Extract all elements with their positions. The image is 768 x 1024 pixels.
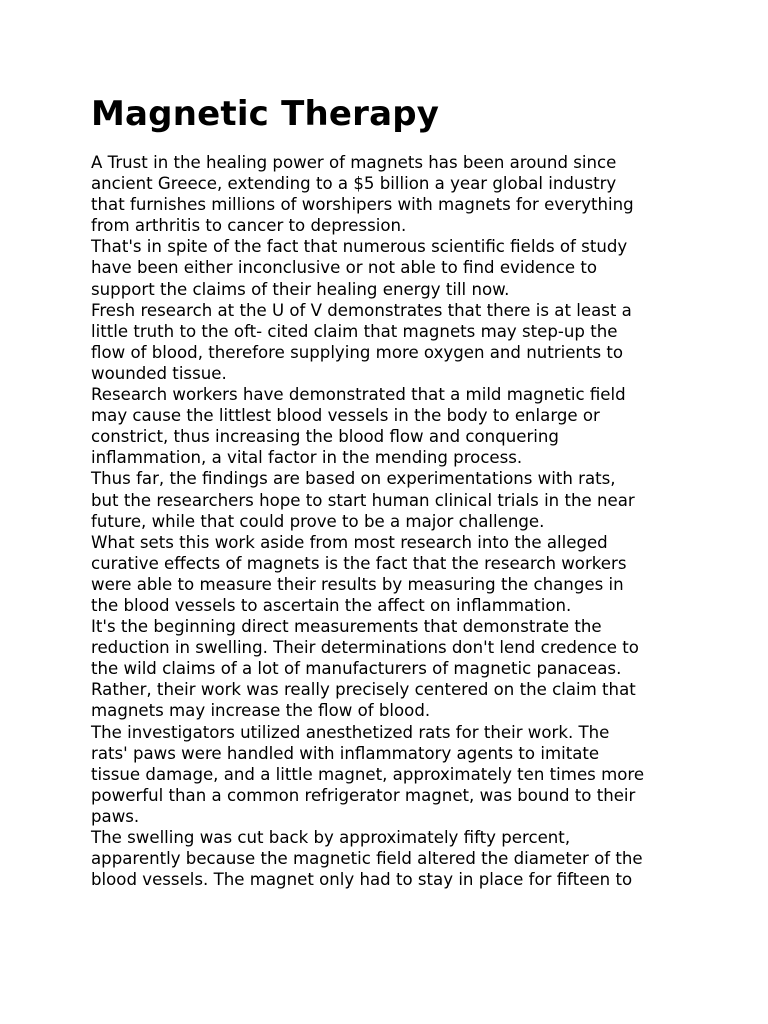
text-line: powerful than a common refrigerator magnet, was bound to their: [91, 785, 636, 805]
paragraph-2: [91, 236, 691, 299]
text-line: tissue damage, and a little magnet, approximately ten times more: [91, 764, 645, 784]
text-line: That's in spite of the fact that numerous scientific fields of study: [91, 237, 628, 257]
text-line: inflammation, a vital factor in the mending process.: [91, 448, 523, 468]
text-line: may cause the littlest blood vessels in the body to enlarge or: [91, 406, 600, 426]
paragraph-4: [91, 384, 691, 468]
text-line: blood vessels. The magnet only had to stay in place for fifteen to: [91, 870, 633, 890]
text-line: that furnishes millions of worshipers with magnets for everything: [91, 195, 634, 215]
text-line: apparently because the magnetic field altered the diameter of the: [91, 849, 643, 869]
paragraph-1: [91, 152, 691, 236]
text-line: magnets may increase the flow of blood.: [91, 701, 431, 721]
text-line: constrict, thus increasing the blood flow and conquering: [91, 427, 559, 447]
text-line: A Trust in the healing power of magnets has been around since: [91, 153, 617, 172]
text-line: have been either inconclusive or not able to find evidence to: [91, 258, 597, 278]
text-line: little truth to the oft- cited claim that magnets may step-up the: [91, 321, 618, 341]
text-line: The investigators utilized anesthetized rats for their work. The: [91, 722, 610, 742]
text-line: the blood vessels to ascertain the affect on inflammation.: [91, 595, 572, 615]
text-line: Rather, their work was really precisely centered on the claim that: [91, 680, 636, 700]
paragraph-5: [91, 468, 691, 531]
text-line: The swelling was cut back by approximately fifty percent,: [91, 828, 571, 847]
text-line: from arthritis to cancer to depression.: [91, 216, 407, 236]
text-line: were able to measure their results by measuring the changes in: [91, 574, 624, 594]
text-line: but the researchers hope to start human clinical trials in the near: [91, 490, 635, 510]
text-line: future, while that could prove to be a major challenge.: [91, 511, 545, 531]
paragraph-3: [91, 300, 691, 384]
text-line: reduction in swelling. Their determinations don't lend credence to: [91, 638, 639, 658]
text-line: What sets this work aside from most research into the alleged: [91, 532, 608, 552]
paragraph-6: [91, 532, 691, 616]
paragraph-8: [91, 722, 691, 827]
text-line: the wild claims of a lot of manufacturers of magnetic panaceas.: [91, 659, 622, 679]
text-line: Thus far, the findings are based on experimentations with rats,: [91, 469, 616, 489]
paragraph-9: [91, 827, 691, 890]
paragraph-7: [91, 616, 691, 721]
text-line: support the claims of their healing energy till now.: [91, 279, 510, 299]
document-body: [91, 92, 691, 890]
text-line: ancient Greece, extending to a $5 billion a year global industry: [91, 174, 617, 194]
text-line: Research workers have demonstrated that a mild magnetic field: [91, 385, 626, 405]
text-line: rats' paws were handled with inflammatory agents to imitate: [91, 743, 600, 763]
page-title: Magnetic Therapy: [91, 94, 440, 134]
text-line: It's the beginning direct measurements that demonstrate the: [91, 617, 602, 637]
text-line: flow of blood, therefore supplying more oxygen and nutrients to: [91, 342, 624, 362]
text-line: Fresh research at the U of V demonstrates that there is at least a: [91, 300, 632, 320]
text-line: curative effects of magnets is the fact that the research workers: [91, 553, 627, 573]
text-line: wounded tissue.: [91, 363, 227, 383]
text-line: paws.: [91, 806, 140, 826]
